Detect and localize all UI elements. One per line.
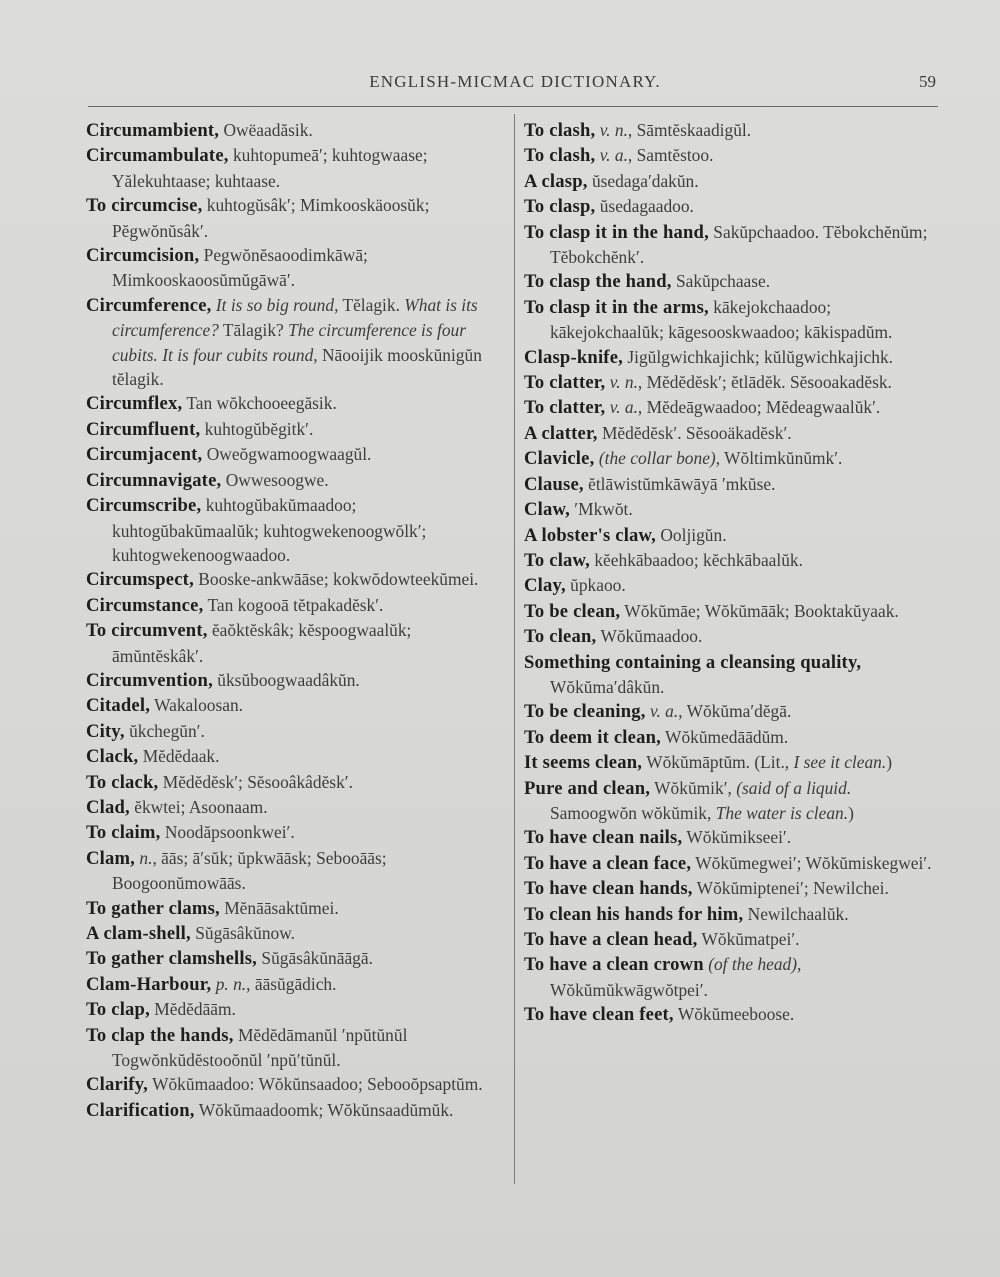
dictionary-entry bbox=[524, 776, 942, 826]
entry-definition: Wŏkŭmeeboose. bbox=[673, 1004, 795, 1025]
entry-definition: Wŏkŭmŭkwāgwŏtpei′. bbox=[550, 979, 708, 1000]
dictionary-entry bbox=[86, 770, 506, 795]
entry-headword: A clam-shell, bbox=[86, 923, 191, 944]
entry-definition: Nāooijik mooskŭnigŭn tĕlagik. bbox=[112, 344, 482, 390]
entry-definition: Sŭgāsâkŭnāāgā. bbox=[257, 948, 373, 969]
dictionary-entry bbox=[86, 593, 506, 618]
entry-headword: To clatter, bbox=[524, 372, 606, 394]
entry-headword: Circumcision, bbox=[86, 245, 200, 267]
entry-gloss-italic: (the collar bone), bbox=[598, 448, 721, 469]
right-column bbox=[524, 118, 942, 1028]
dictionary-entry bbox=[86, 391, 506, 416]
dictionary-entry bbox=[524, 143, 942, 168]
entry-definition: ŭsedagaadoo. bbox=[595, 196, 694, 217]
entry-headword: To circumcise, bbox=[86, 195, 203, 217]
entry-headword: Clarification, bbox=[86, 1099, 195, 1121]
entry-definition: kuhtopumeā′; kuhtogwaase; Yălekuhtaase; kuhtaase. bbox=[112, 145, 428, 191]
dictionary-entry bbox=[86, 618, 506, 668]
dictionary-entry bbox=[524, 573, 942, 598]
dictionary-entry bbox=[524, 220, 942, 270]
dictionary-entry bbox=[524, 599, 942, 624]
entry-headword: Clam-Harbour, bbox=[86, 973, 212, 995]
entry-headword: To have a clean crown bbox=[524, 954, 704, 976]
left-column bbox=[86, 118, 506, 1123]
entry-headword: Circumference, bbox=[86, 294, 212, 316]
dictionary-entry bbox=[524, 699, 942, 724]
entry-headword: Clarify, bbox=[86, 1074, 149, 1096]
dictionary-entry bbox=[524, 523, 942, 548]
entry-definition: Wŏkŭmiptenei′; Newilchei. bbox=[692, 878, 889, 899]
entry-headword: Circumvention, bbox=[86, 669, 213, 691]
entry-headword: To clack, bbox=[86, 771, 159, 793]
dictionary-entry bbox=[86, 293, 506, 392]
entry-headword: To clean, bbox=[524, 626, 597, 648]
entry-headword: To gather clams, bbox=[86, 897, 220, 919]
entry-definition: Tālagik? bbox=[218, 320, 289, 341]
entry-gloss-italic: v. a. bbox=[650, 701, 679, 722]
dictionary-entry bbox=[86, 846, 506, 896]
entry-headword: To claim, bbox=[86, 822, 161, 844]
entry-gloss-italic: v. n. bbox=[609, 372, 638, 393]
entry-definition: ĕaŏktĕskâk; kĕspoogwaalŭk; āmŭntĕskâk′. bbox=[112, 620, 412, 666]
entry-gloss-italic: v. a. bbox=[599, 145, 628, 166]
entry-headword: Circumstance, bbox=[86, 594, 204, 616]
entry-definition: Tĕlagik. bbox=[338, 294, 405, 315]
dictionary-entry bbox=[524, 169, 942, 194]
entry-headword: To claw, bbox=[524, 549, 591, 571]
entry-headword: Clack, bbox=[86, 746, 139, 768]
dictionary-entry bbox=[86, 997, 506, 1022]
entry-headword: City, bbox=[86, 720, 125, 742]
dictionary-entry bbox=[86, 795, 506, 820]
entry-headword: To gather clamshells, bbox=[86, 948, 258, 970]
entry-headword: It seems clean, bbox=[524, 752, 643, 774]
entry-definition: Mĕdĕdaak. bbox=[138, 746, 220, 767]
entry-headword: Claw, bbox=[524, 499, 570, 521]
dictionary-entry bbox=[86, 442, 506, 467]
entry-gloss-italic: p. n. bbox=[215, 973, 247, 994]
dictionary-entry bbox=[524, 194, 942, 219]
entry-definition: , Samtĕstoo. bbox=[627, 145, 714, 166]
entry-gloss-italic: The circumference is four cubits. It is four cubits round, bbox=[112, 320, 466, 365]
entry-definition: Wŏltimkŭnŭmk′. bbox=[720, 448, 843, 469]
entry-definition: Wŏkŭmedāādŭm. bbox=[661, 726, 789, 747]
entry-definition: , Wŏkŭma′dĕgā. bbox=[678, 701, 792, 722]
entry-headword: To clasp it in the arms, bbox=[524, 296, 709, 318]
entry-definition: Ooljigŭn. bbox=[656, 524, 727, 545]
entry-headword: A lobster's claw, bbox=[524, 524, 657, 546]
entry-headword: Circumfluent, bbox=[86, 418, 201, 440]
dictionary-entry bbox=[86, 193, 506, 243]
entry-gloss-italic: What is its circumference? bbox=[112, 294, 478, 341]
dictionary-entry bbox=[86, 118, 506, 143]
entry-definition: Booske-ankwāāse; kokwŏdowteekŭmei. bbox=[193, 569, 479, 590]
entry-gloss-italic: It is so big round, bbox=[211, 294, 339, 315]
dictionary-entry bbox=[86, 143, 506, 193]
entry-definition: ) bbox=[886, 752, 893, 773]
entry-headword: To clash, bbox=[524, 145, 596, 167]
dictionary-entry bbox=[524, 927, 942, 952]
entry-definition: Sŭgāsâkŭnow. bbox=[190, 923, 296, 943]
entry-definition: ĕtlāwistŭmkāwāyā ′mkŭse. bbox=[583, 473, 776, 494]
entry-headword: To clean his hands for him, bbox=[524, 903, 744, 925]
entry-headword: A clasp, bbox=[524, 170, 588, 192]
entry-definition: Mĕdĕdĕsk′. Sĕsooäkadĕsk′. bbox=[597, 422, 792, 443]
dictionary-entry bbox=[86, 719, 506, 744]
dictionary-entry bbox=[524, 295, 942, 345]
dictionary-entry bbox=[524, 750, 942, 775]
entry-headword: Clasp-knife, bbox=[524, 346, 624, 368]
entry-gloss-italic: v. n. bbox=[599, 120, 628, 140]
entry-headword: Clam, bbox=[86, 847, 136, 869]
entry-headword: To clatter, bbox=[524, 397, 606, 419]
dictionary-entry bbox=[524, 472, 942, 497]
dictionary-entry bbox=[524, 269, 942, 294]
entry-definition: Jigŭlgwichkajichk; kŭlŭgwichkajichk. bbox=[623, 346, 894, 367]
entry-definition: Newilchaalŭk. bbox=[743, 903, 849, 924]
entry-definition: Noodăpsoonkwei′. bbox=[160, 822, 295, 843]
entry-definition: ) bbox=[848, 802, 854, 823]
entry-definition: ŭpkaoo. bbox=[565, 575, 626, 596]
dictionary-entry bbox=[86, 972, 506, 997]
dictionary-entry bbox=[524, 345, 942, 370]
entry-definition: kākejokchaadoo; kākejokchaalŭk; kāgesooskwaadoo; kākispadŭm. bbox=[550, 296, 893, 343]
dictionary-entry bbox=[86, 693, 506, 718]
entry-definition: kuhtogŭbĕgitk′. bbox=[200, 418, 314, 439]
entry-definition: Wŏkŭmik′, bbox=[650, 777, 737, 798]
dictionary-entry bbox=[524, 446, 942, 471]
entry-definition: ĕkwtei; Asoonaam. bbox=[129, 796, 268, 817]
entry-headword: Clavicle, bbox=[524, 448, 595, 470]
entry-definition: , āās; ā′sŭk; ŭpkwāāsk; Sebooāās; Boogoonŭmowāās. bbox=[112, 847, 387, 894]
dictionary-entry bbox=[524, 548, 942, 573]
dictionary-entry bbox=[524, 952, 942, 1002]
entry-headword: Circumambulate, bbox=[86, 145, 229, 167]
column-divider bbox=[514, 114, 515, 1184]
dictionary-entry bbox=[86, 744, 506, 769]
entry-gloss-italic: v. a. bbox=[609, 397, 638, 418]
dictionary-entry bbox=[524, 421, 942, 446]
running-title: ENGLISH-MICMAC DICTIONARY. bbox=[369, 72, 661, 91]
entry-headword: To circumvent, bbox=[86, 620, 208, 642]
entry-headword: To clasp, bbox=[524, 196, 596, 218]
entry-gloss-italic: The water is clean. bbox=[715, 802, 849, 823]
entry-definition: Wŏkŭmāe; Wŏkŭmāāk; Booktakŭyaak. bbox=[620, 600, 899, 621]
page-header bbox=[90, 72, 940, 98]
dictionary-entry bbox=[524, 650, 942, 700]
entry-headword: To clash, bbox=[524, 120, 596, 141]
dictionary-entry bbox=[86, 946, 506, 971]
entry-definition: Mĕnāāsaktŭmei. bbox=[219, 897, 339, 918]
dictionary-entry bbox=[86, 468, 506, 493]
entry-definition: Sakŭpchaase. bbox=[671, 271, 771, 292]
entry-headword: To be cleaning, bbox=[524, 701, 646, 723]
entry-headword: Pure and clean, bbox=[524, 777, 651, 799]
entry-gloss-italic: (of the head), bbox=[708, 954, 802, 975]
entry-headword: Circumnavigate, bbox=[86, 469, 222, 491]
entry-definition: , Sāmtĕskaadigŭl. bbox=[627, 120, 752, 140]
entry-definition: ŭsedaga′dakŭn. bbox=[587, 170, 699, 191]
entry-headword: Clay, bbox=[524, 575, 566, 597]
entry-headword: To be clean, bbox=[524, 600, 621, 622]
entry-headword: Clad, bbox=[86, 796, 130, 818]
entry-definition: Wŏkŭmāptŭm. (Lit., bbox=[642, 752, 794, 773]
entry-headword: A clatter, bbox=[524, 422, 598, 444]
entry-definition: Mĕdĕdāmanŭl ′npŭtŭnŭl Togwŏnkŭdĕstooŏnŭl ′npŭ′tŭnŭl. bbox=[112, 1024, 408, 1071]
entry-definition: Pegwŏnĕsaoodimkāwā; Mimkooskaoosŭmŭgāwā′. bbox=[112, 245, 368, 291]
entry-gloss-italic: I see it clean. bbox=[793, 752, 887, 773]
entry-headword: Something containing a cleansing quality, bbox=[524, 651, 862, 673]
entry-definition: Oweŏgwamoogwaagŭl. bbox=[202, 444, 372, 465]
dictionary-entry bbox=[524, 395, 942, 420]
entry-definition: Wŏkŭmatpei′. bbox=[697, 929, 800, 949]
entry-headword: To have clean hands, bbox=[524, 878, 693, 900]
entry-headword: To have clean nails, bbox=[524, 827, 683, 849]
dictionary-entry bbox=[524, 118, 942, 143]
entry-definition: Wŏkŭmaadoo. bbox=[596, 626, 703, 647]
dictionary-entry bbox=[86, 567, 506, 592]
entry-definition: Wŏkŭmikseei′. bbox=[682, 827, 792, 848]
dictionary-entry bbox=[524, 497, 942, 522]
entry-definition: Owëaadăsik. bbox=[219, 120, 313, 140]
entry-definition: kĕehkābaadoo; kĕchkābaalŭk. bbox=[590, 549, 803, 570]
entry-definition: Wŏkŭmegwei′; Wŏkŭmiskegwei′. bbox=[691, 852, 932, 873]
dictionary-entry bbox=[86, 1098, 506, 1123]
entry-headword: To clasp it in the hand, bbox=[524, 221, 709, 243]
dictionary-entry bbox=[524, 725, 942, 750]
entry-definition: , Mĕdeāgwaadoo; Mĕdeagwaalŭk′. bbox=[637, 397, 881, 418]
entry-headword: To have clean feet, bbox=[524, 1004, 674, 1026]
entry-definition: Owwesoogwe. bbox=[221, 469, 329, 490]
dictionary-entry bbox=[86, 493, 506, 567]
entry-definition: Tan kogooā tĕtpakadĕsk′. bbox=[203, 594, 384, 615]
dictionary-entry bbox=[524, 1002, 942, 1027]
entry-headword: Circumflex, bbox=[86, 393, 183, 415]
entry-headword: Circumspect, bbox=[86, 569, 194, 591]
entry-headword: To have a clean head, bbox=[524, 929, 698, 950]
entry-definition: ŭkchegŭn′. bbox=[124, 720, 205, 741]
entry-definition: , Mĕdĕdĕsk′; ĕtlādĕk. Sĕsooakadĕsk. bbox=[637, 372, 892, 393]
entry-definition: Wakaloosan. bbox=[150, 695, 244, 716]
entry-definition: kuhtogŭsâk′; Mimkooskäoosŭk; Pĕgwŏnŭsâk′. bbox=[112, 195, 430, 241]
entry-headword: Circumambient, bbox=[86, 120, 220, 141]
entry-definition: Wŏkŭmaadoo: Wŏkŭnsaadoo; Sebooŏpsaptŭm. bbox=[148, 1074, 483, 1095]
dictionary-entry bbox=[86, 1023, 506, 1073]
entry-headword: To clap the hands, bbox=[86, 1024, 234, 1046]
dictionary-entry bbox=[524, 902, 942, 927]
entry-definition: Mĕdĕdĕsk′; Sĕsooâkâdĕsk′. bbox=[158, 771, 353, 792]
dictionary-entry bbox=[86, 243, 506, 293]
dictionary-entry bbox=[524, 851, 942, 876]
entry-definition: Sakŭpchaadoo. Tĕbokchĕnŭm; Tĕbokchĕnk′. bbox=[550, 221, 928, 268]
entry-headword: To clasp the hand, bbox=[524, 271, 672, 293]
entry-definition: , āāsŭgādich. bbox=[246, 973, 337, 994]
dictionary-entry bbox=[524, 624, 942, 649]
dictionary-entry bbox=[524, 825, 942, 850]
entry-headword: Circumscribe, bbox=[86, 495, 202, 517]
dictionary-entry bbox=[524, 370, 942, 395]
dictionary-entry bbox=[86, 417, 506, 442]
dictionary-entry bbox=[86, 820, 506, 845]
dictionary-entry bbox=[86, 668, 506, 693]
entry-headword: To clap, bbox=[86, 999, 150, 1021]
entry-gloss-italic: (said of a liquid. bbox=[736, 777, 852, 798]
entry-headword: Citadel, bbox=[86, 695, 151, 717]
entry-definition: Wŏkŭma′dâkŭn. bbox=[550, 676, 665, 697]
entry-definition: Samoogwŏn wŏkŭmik, bbox=[550, 802, 716, 823]
entry-headword: To have a clean face, bbox=[524, 852, 692, 874]
entry-definition: Wŏkŭmaadoomk; Wŏkŭnsaadŭmŭk. bbox=[194, 1099, 454, 1120]
dictionary-entry bbox=[86, 921, 506, 946]
entry-definition: Mĕdĕdāām. bbox=[149, 999, 236, 1020]
entry-gloss-italic: n. bbox=[139, 847, 153, 868]
header-rule bbox=[88, 106, 938, 107]
entry-headword: To deem it clean, bbox=[524, 726, 661, 748]
entry-definition: ŭksŭboogwaadâkŭn. bbox=[212, 669, 360, 690]
dictionary-entry bbox=[524, 876, 942, 901]
entry-headword: Clause, bbox=[524, 473, 584, 495]
page-number: 59 bbox=[919, 72, 936, 91]
dictionary-entry bbox=[86, 1072, 506, 1097]
entry-definition: Tan wŏkchooeegăsik. bbox=[182, 393, 337, 414]
entry-definition: ′Mkwŏt. bbox=[569, 499, 633, 520]
entry-definition: kuhtogŭbakŭmaadoo; kuhtogŭbakŭmaalŭk; kuhtogwekenoogwŏlk′; kuhtogwekenoogwaadoo. bbox=[112, 495, 427, 565]
dictionary-entry bbox=[86, 896, 506, 921]
entry-headword: Circumjacent, bbox=[86, 444, 203, 466]
